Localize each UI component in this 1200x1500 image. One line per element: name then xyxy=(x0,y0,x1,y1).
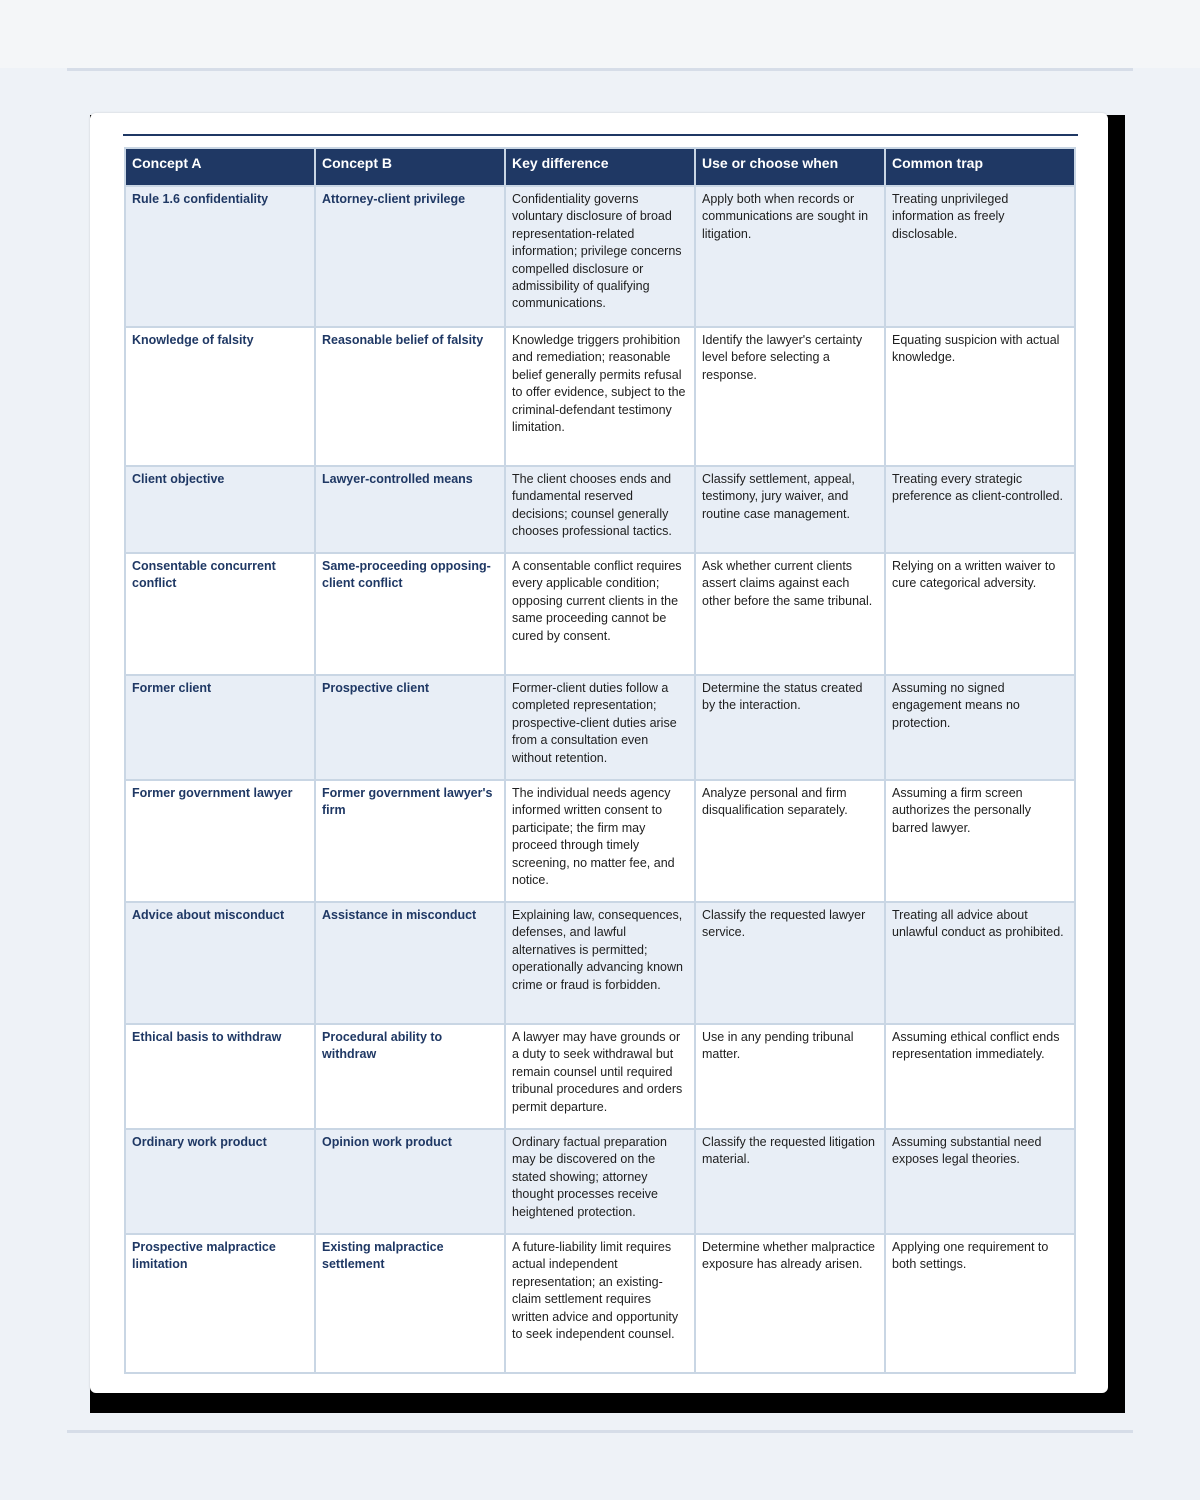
bottom-divider xyxy=(67,1430,1133,1433)
cell-use-when: Classify settlement, appeal, testimony, jury waiver, and routine case management. xyxy=(695,466,885,553)
cell-common-trap: Relying on a written waiver to cure categorical adversity. xyxy=(885,553,1075,675)
cell-key-difference: Explaining law, consequences, defenses, and lawful alternatives is permitted; operationally advancing known crime or fraud is forbidden. xyxy=(505,902,695,1024)
cell-common-trap: Equating suspicion with actual knowledge. xyxy=(885,327,1075,466)
cell-use-when: Ask whether current clients assert claims against each other before the same tribunal. xyxy=(695,553,885,675)
table-row xyxy=(125,466,1075,553)
cell-key-difference: Former-client duties follow a completed representation; prospective-client duties arise from a consultation even without retention. xyxy=(505,675,695,780)
cell-common-trap: Applying one requirement to both settings. xyxy=(885,1234,1075,1373)
cell-concept-a: Knowledge of falsity xyxy=(125,327,315,466)
heading-underline xyxy=(123,134,1078,136)
cell-key-difference: Confidentiality governs voluntary disclosure of broad representation-related information; privilege concerns compelled disclosure or admissibility of qualifying communications. xyxy=(505,186,695,327)
cell-common-trap: Treating every strategic preference as client-controlled. xyxy=(885,466,1075,553)
cell-use-when: Apply both when records or communications are sought in litigation. xyxy=(695,186,885,327)
viewer-top-band xyxy=(0,0,1200,68)
cell-concept-b: Procedural ability to withdraw xyxy=(315,1024,505,1129)
cell-use-when: Identify the lawyer's certainty level before selecting a response. xyxy=(695,327,885,466)
document-page xyxy=(90,113,1108,1393)
cell-concept-a: Ordinary work product xyxy=(125,1129,315,1234)
cell-concept-a: Consentable concurrent conflict xyxy=(125,553,315,675)
top-divider xyxy=(67,68,1133,71)
cell-concept-b: Same-proceeding opposing-client conflict xyxy=(315,553,505,675)
cell-concept-a: Client objective xyxy=(125,466,315,553)
cell-use-when: Classify the requested litigation material. xyxy=(695,1129,885,1234)
cell-common-trap: Assuming substantial need exposes legal theories. xyxy=(885,1129,1075,1234)
header-concept-a: Concept A xyxy=(125,148,315,186)
table-row xyxy=(125,780,1075,902)
cell-key-difference: Ordinary factual preparation may be discovered on the stated showing; attorney thought processes receive heightened protection. xyxy=(505,1129,695,1234)
cell-common-trap: Treating unprivileged information as freely disclosable. xyxy=(885,186,1075,327)
cell-concept-b: Attorney-client privilege xyxy=(315,186,505,327)
cell-common-trap: Assuming no signed engagement means no protection. xyxy=(885,675,1075,780)
cell-concept-b: Prospective client xyxy=(315,675,505,780)
cell-concept-b: Assistance in misconduct xyxy=(315,902,505,1024)
cell-key-difference: The individual needs agency informed written consent to participate; the firm may proceed through timely screening, no matter fee, and notice. xyxy=(505,780,695,902)
header-key-difference: Key difference xyxy=(505,148,695,186)
cutoff-heading xyxy=(123,113,1083,117)
cell-concept-a: Former government lawyer xyxy=(125,780,315,902)
cell-key-difference: A consentable conflict requires every applicable condition; opposing current clients in the same proceeding cannot be cured by consent. xyxy=(505,553,695,675)
table-row xyxy=(125,1129,1075,1234)
table-row xyxy=(125,327,1075,466)
table-row xyxy=(125,675,1075,780)
cell-concept-a: Rule 1.6 confidentiality xyxy=(125,186,315,327)
header-use-when: Use or choose when xyxy=(695,148,885,186)
cell-common-trap: Treating all advice about unlawful conduct as prohibited. xyxy=(885,902,1075,1024)
comparison-table xyxy=(124,147,1076,1374)
cell-key-difference: A future-liability limit requires actual independent representation; an existing-claim settlement requires written advice and opportunity to seek independent counsel. xyxy=(505,1234,695,1373)
table-row xyxy=(125,186,1075,327)
cell-use-when: Use in any pending tribunal matter. xyxy=(695,1024,885,1129)
cell-key-difference: Knowledge triggers prohibition and remediation; reasonable belief generally permits refusal to offer evidence, subject to the criminal-defendant testimony limitation. xyxy=(505,327,695,466)
cell-key-difference: A lawyer may have grounds or a duty to seek withdrawal but remain counsel until required tribunal procedures and orders permit departure. xyxy=(505,1024,695,1129)
cell-concept-b: Former government lawyer's firm xyxy=(315,780,505,902)
table-row xyxy=(125,553,1075,675)
cell-concept-a: Advice about misconduct xyxy=(125,902,315,1024)
cell-use-when: Determine whether malpractice exposure has already arisen. xyxy=(695,1234,885,1373)
cell-concept-b: Opinion work product xyxy=(315,1129,505,1234)
cell-common-trap: Assuming a firm screen authorizes the personally barred lawyer. xyxy=(885,780,1075,902)
cell-use-when: Classify the requested lawyer service. xyxy=(695,902,885,1024)
cell-use-when: Determine the status created by the interaction. xyxy=(695,675,885,780)
cell-common-trap: Assuming ethical conflict ends representation immediately. xyxy=(885,1024,1075,1129)
table-row xyxy=(125,1234,1075,1373)
table-header-row xyxy=(125,148,1075,186)
cell-concept-a: Former client xyxy=(125,675,315,780)
cell-concept-b: Reasonable belief of falsity xyxy=(315,327,505,466)
cell-concept-a: Prospective malpractice limitation xyxy=(125,1234,315,1373)
header-concept-b: Concept B xyxy=(315,148,505,186)
cell-concept-b: Lawyer-controlled means xyxy=(315,466,505,553)
header-common-trap: Common trap xyxy=(885,148,1075,186)
cell-use-when: Analyze personal and firm disqualification separately. xyxy=(695,780,885,902)
cell-concept-b: Existing malpractice settlement xyxy=(315,1234,505,1373)
table-row xyxy=(125,902,1075,1024)
table-row xyxy=(125,1024,1075,1129)
cell-key-difference: The client chooses ends and fundamental reserved decisions; counsel generally chooses professional tactics. xyxy=(505,466,695,553)
cell-concept-a: Ethical basis to withdraw xyxy=(125,1024,315,1129)
